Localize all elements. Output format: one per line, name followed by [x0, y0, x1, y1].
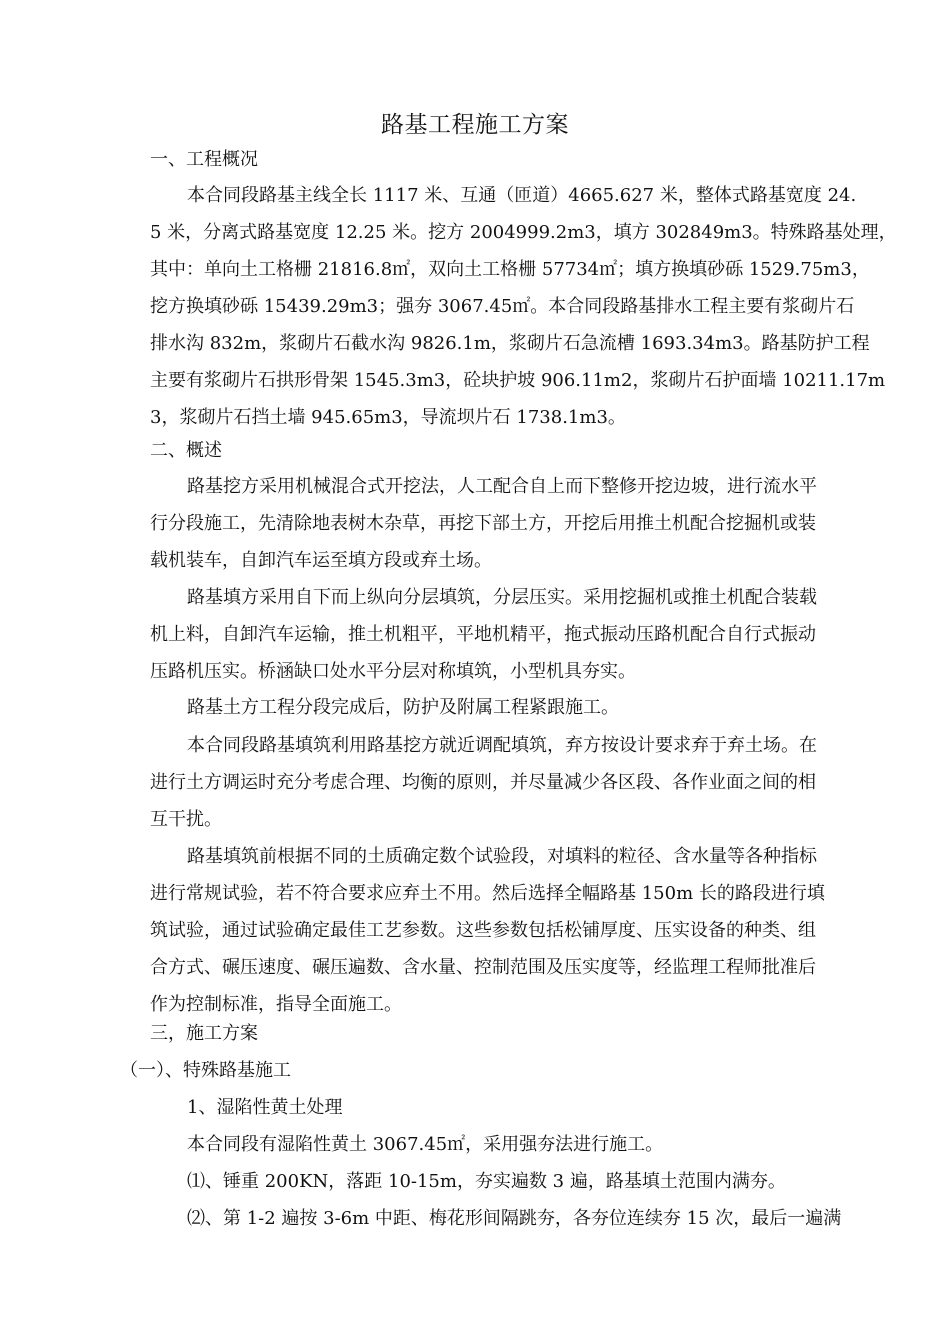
text-line: 路基挖方采用机械混合式开挖法，人工配合自上而下整修开挖边坡，进行流水平 — [187, 476, 817, 497]
text-line: 作为控制标准，指导全面施工。 — [150, 994, 402, 1015]
text-line: 3，浆砌片石挡土墙 945.65m3，导流坝片石 1738.1m3。 — [150, 407, 626, 428]
text-line: 本合同段路基主线全长 1117 米、互通（匝道）4665.627 米，整体式路基宽度 24. — [187, 185, 857, 206]
text-line: 合方式、碾压速度、碾压遍数、含水量、控制范围及压实度等，经监理工程师批准后 — [150, 957, 816, 978]
summary-paragraph-5 — [150, 838, 875, 1023]
text-line: 路基土方工程分段完成后，防护及附属工程紧跟施工。 — [187, 697, 619, 718]
summary-paragraph-3 — [150, 689, 875, 726]
text-line: 挖方换填砂砾 15439.29m3；强夯 3067.45㎡。本合同段路基排水工程主要有浆砌片石 — [150, 296, 855, 317]
text-line: 本合同段路基填筑利用路基挖方就近调配填筑，弃方按设计要求弃于弃土场。在 — [187, 735, 817, 756]
section-heading-construction-plan: 三，施工方案 — [150, 1023, 258, 1044]
text-line: 互干扰。 — [150, 809, 222, 830]
text-line: 路基填筑前根据不同的土质确定数个试验段，对填料的粒径、含水量等各种指标 — [187, 846, 817, 867]
text-line: 载机装车，自卸汽车运至填方段或弃土场。 — [150, 550, 492, 571]
section-overview-paragraph — [150, 177, 897, 436]
text-line: 其中：单向土工格栅 21816.8㎡，双向土工格栅 57734㎡；填方换填砂砾 1529.75m3， — [150, 259, 870, 280]
summary-paragraph-4 — [150, 727, 875, 838]
text-line: 5 米，分离式路基宽度 12.25 米。挖方 2004999.2m3，填方 302849m3。特殊路基处理， — [150, 222, 897, 243]
text-line: 进行土方调运时充分考虑合理、均衡的原则，并尽量减少各区段、各作业面之间的相 — [150, 772, 816, 793]
text-line: 主要有浆砌片石拱形骨架 1545.3m3，砼块护坡 906.11m2，浆砌片石护面墙 10211.17m — [150, 370, 886, 391]
summary-paragraph-1 — [150, 468, 875, 579]
section-heading-summary: 二、概述 — [150, 440, 222, 461]
text-line: 筑试验，通过试验确定最佳工艺参数。这些参数包括松铺厚度、压实设备的种类、组 — [150, 920, 816, 941]
subsection-heading-special-subgrade: （一）、特殊路基施工 — [120, 1060, 291, 1081]
section-heading-overview: 一、工程概况 — [150, 149, 258, 170]
document-title: 路基工程施工方案 — [381, 112, 569, 138]
summary-paragraph-2 — [150, 579, 875, 690]
text-line: 机上料，自卸汽车运输，推土机粗平，平地机精平，拖式振动压路机配合自行式振动 — [150, 624, 816, 645]
text-line: 路基填方采用自下而上纵向分层填筑，分层压实。采用挖掘机或推土机配合装载 — [187, 587, 817, 608]
text-line: 进行常规试验，若不符合要求应弃土不用。然后选择全幅路基 150m 长的路段进行填 — [150, 883, 825, 904]
text-line: 本合同段有湿陷性黄土 3067.45㎡，采用强夯法进行施工。 — [187, 1134, 664, 1155]
text-line: ⑵、第 1-2 遍按 3-6m 中距、梅花形间隔跳夯，各夯位连续夯 15 次，最后一遍满 — [187, 1208, 842, 1229]
text-line: 压路机压实。桥涵缺口处水平分层对称填筑，小型机具夯实。 — [150, 661, 636, 682]
text-line: ⑴、锤重 200KN，落距 10-15m，夯实遍数 3 遍，路基填土范围内满夯。 — [187, 1171, 786, 1192]
text-line: 排水沟 832m，浆砌片石截水沟 9826.1m，浆砌片石急流槽 1693.34m3。路基防护工程 — [150, 333, 870, 354]
text-line: 行分段施工，先清除地表树木杂草，再挖下部土方，开挖后用推土机配合挖掘机或装 — [150, 513, 816, 534]
item-heading-collapsible-loess: 1、湿陷性黄土处理 — [187, 1097, 343, 1118]
